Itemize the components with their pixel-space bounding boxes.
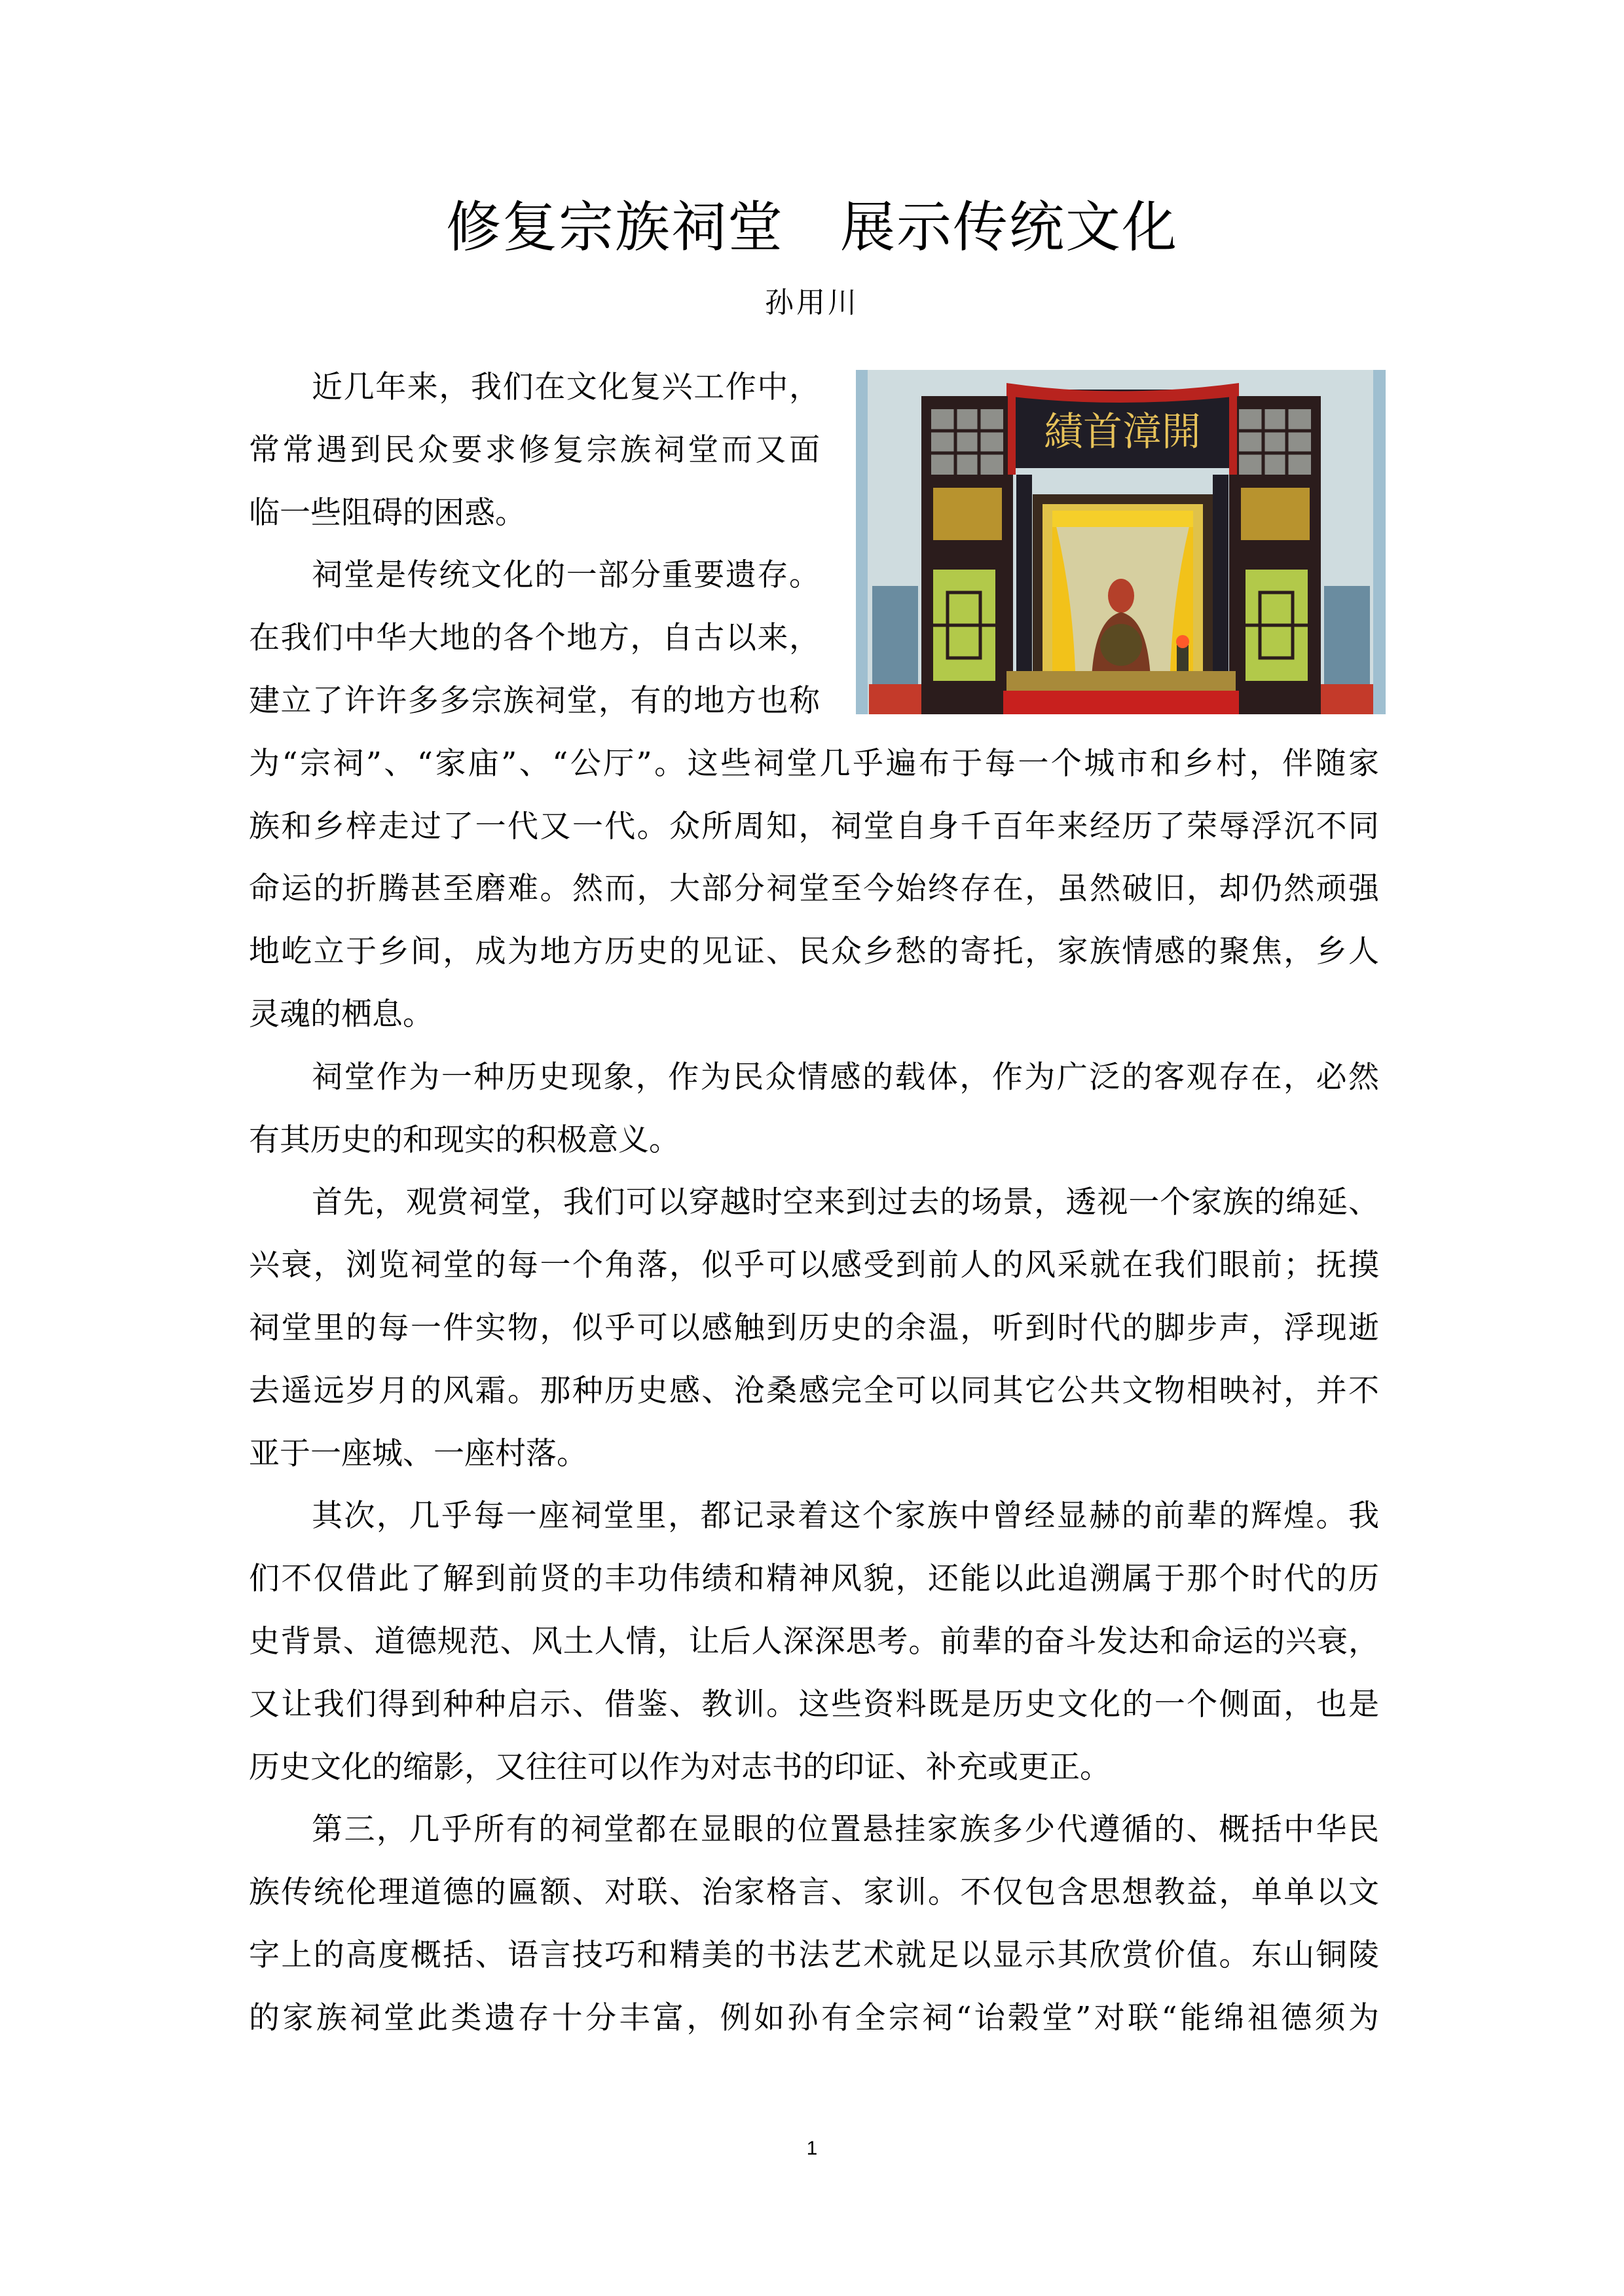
text-line: 的家族祠堂此类遗存十分丰富，例如孙有全宗祠“诒榖堂”对联“能绵祖德须为 <box>249 1999 1379 2036</box>
text-line: 命运的折腾甚至磨难。然而，大部分祠堂至今始终存在，虽然破旧，却仍然顽强 <box>249 871 1379 907</box>
plaque-text: 績首漳開 <box>1044 409 1201 455</box>
text-line: 亚于一座城、一座村落。 <box>249 1435 587 1472</box>
text-line: 第三，几乎所有的祠堂都在显眼的位置悬挂家族多少代遵循的、概括中华民 <box>312 1812 1379 1848</box>
author-name: 孙用川 <box>765 286 859 319</box>
text-line: 建立了许许多多宗族祠堂，有的地方也称 <box>249 682 820 719</box>
text-line: 祠堂是传统文化的一部分重要遗存。 <box>312 557 820 594</box>
text-line: 临一些阻碍的困惑。 <box>249 494 526 531</box>
article-body <box>249 356 1379 2050</box>
text-line: 在我们中华大地的各个地方，自古以来， <box>249 620 820 657</box>
text-line: 又让我们得到种种启示、借鉴、教训。这些资料既是历史文化的一个侧面，也是 <box>249 1686 1379 1722</box>
text-line: 灵魂的栖息。 <box>249 996 434 1032</box>
text-line: 有其历史的和现实的积极意义。 <box>249 1121 680 1158</box>
page-number: 1 <box>806 2138 818 2159</box>
text-line: 族传统伦理道德的匾额、对联、治家格言、家训。不仅包含思想教益，单单以文 <box>249 1874 1379 1911</box>
text-line: 族和乡梓走过了一代又一代。众所周知，祠堂自身千百年来经历了荣辱浮沉不同 <box>249 808 1379 845</box>
text-line: 祠堂作为一种历史现象，作为民众情感的载体，作为广泛的客观存在，必然 <box>312 1059 1379 1095</box>
text-line: 字上的高度概括、语言技巧和精美的书法艺术就足以显示其欣赏价值。东山铜陵 <box>249 1937 1379 1973</box>
text-line: 兴衰，浏览祠堂的每一个角落，似乎可以感受到前人的风采就在我们眼前；抚摸 <box>249 1247 1379 1284</box>
text-line: 其次，几乎每一座祠堂里，都记录着这个家族中曾经显赫的前辈的辉煌。我 <box>312 1498 1379 1535</box>
text-line: 历史文化的缩影，又往往可以作为对志书的印证、补充或更正。 <box>249 1749 1111 1785</box>
text-line: 首先，观赏祠堂，我们可以穿越时空来到过去的场景，透视一个家族的绵延、 <box>312 1184 1379 1221</box>
text-line: 去遥远岁月的风霜。那种历史感、沧桑感完全可以同其它公共文物相映衬，并不 <box>249 1372 1379 1409</box>
text-line: 们不仅借此了解到前贤的丰功伟绩和精神风貌，还能以此追溯属于那个时代的历 <box>249 1561 1379 1597</box>
text-line: 为“宗祠”、“家庙”、“公厅”。这些祠堂几乎遍布于每一个城市和乡村，伴随家 <box>249 745 1379 782</box>
page-title: 修复宗族祠堂 展示传统文化 <box>445 195 1178 259</box>
text-line: 祠堂里的每一件实物，似乎可以感触到历史的余温，听到时代的脚步声，浮现逝 <box>249 1309 1379 1346</box>
text-line: 常常遇到民众要求修复宗族祠堂而又面 <box>249 431 820 468</box>
text-line: 近几年来，我们在文化复兴工作中， <box>312 369 820 405</box>
text-line: 史背景、道德规范、风土人情，让后人深深思考。前辈的奋斗发达和命运的兴衰， <box>249 1623 1379 1660</box>
text-line: 地屹立于乡间，成为地方历史的见证、民众乡愁的寄托，家族情感的聚焦，乡人 <box>249 934 1379 970</box>
